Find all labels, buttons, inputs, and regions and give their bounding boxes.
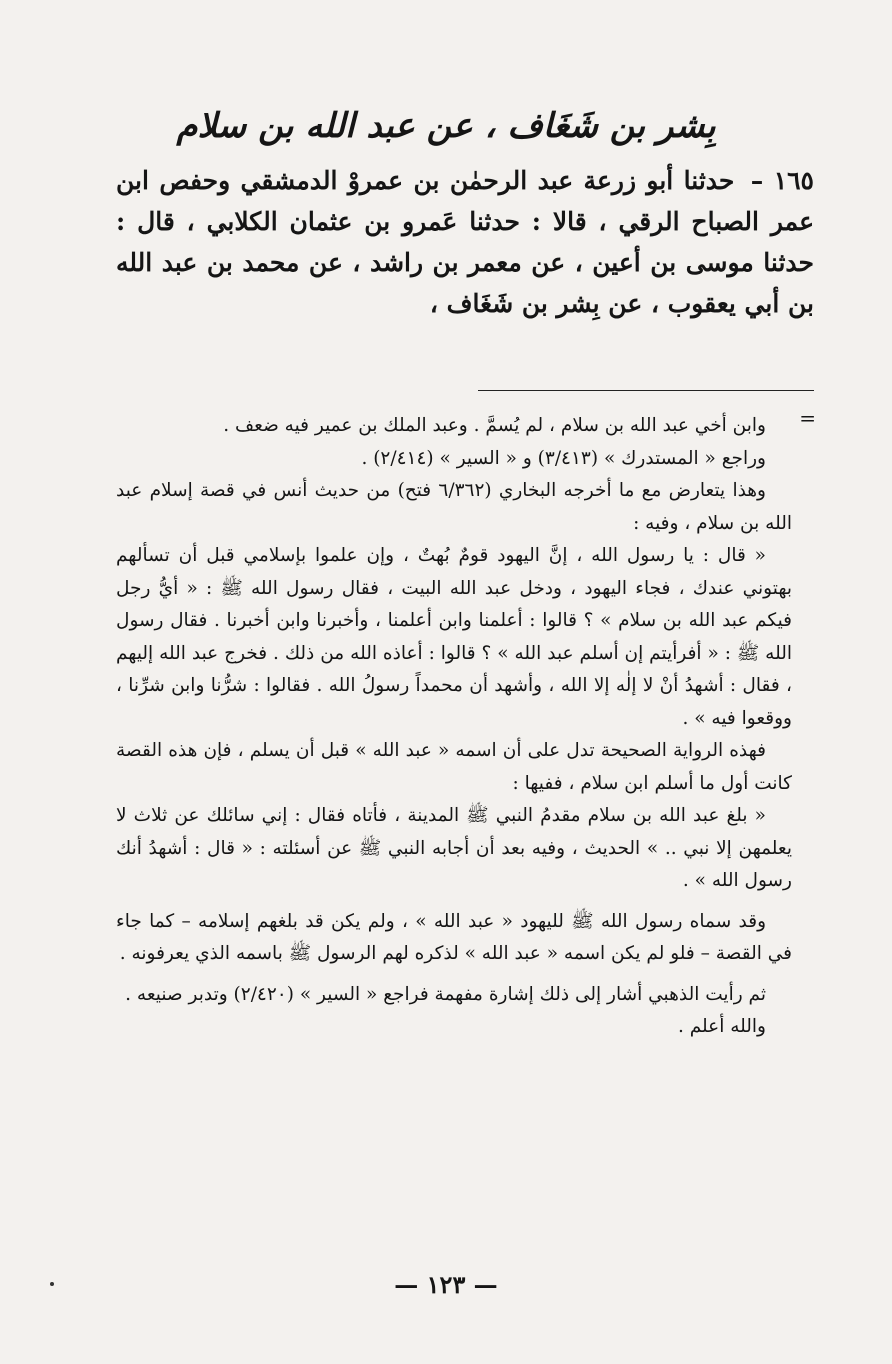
scan-speck: [50, 1282, 54, 1286]
footnote-paragraph: والله أعلم .: [677, 1016, 766, 1037]
hadith-number: ١٦٥ –: [750, 166, 814, 195]
footnote-paragraph: « بلغ عبد الله بن سلام مقدمُ النبي ﷺ المدينة ، فأتاه فقال : إني سائلك عن ثلاث لا يعلمهن إلا نبي .. » الحديث ، وفيه بعد أن أجابه النبي ﷺ عن أسئلته : « قال : أشهدُ أنك رسول الله » .: [116, 805, 792, 891]
footnote-continuation-mark: =: [799, 406, 816, 430]
footnote-paragraph: ثم رأيت الذهبي أشار إلى ذلك إشارة مفهمة فراجع « السير » (٢/٤٢٠) وتدبر صنيعه .: [125, 983, 766, 1005]
chapter-heading: بِشر بن شَغَاف ، عن عبد الله بن سلام: [176, 106, 716, 146]
footnote-paragraph: وراجع « المستدرك » (٣/٤١٣) و « السير » (٢/٤١٤) .: [361, 447, 766, 469]
hadith-text: [116, 160, 814, 324]
footnote-paragraph: فهذه الرواية الصحيحة تدل على أن اسمه « عبد الله » قبل أن يسلم ، فإن هذه القصة كانت أول ما أسلم ابن سلام ، ففيها :: [116, 740, 792, 794]
hadith-isnad: حدثنا أبو زرعة عبد الرحمٰن بن عمروْ الدمشقي وحفص ابن عمر الصباح الرقي ، قالا : حدثنا عَمرو بن عثمان الكلابي ، قال : حدثنا موسى بن أعين ، عن معمر بن راشد ، عن محمد بن عبد الله بن أبي يعقوب ، عن بِشر بن شَغَاف ،: [116, 166, 814, 318]
footnote-paragraph: وهذا يتعارض مع ما أخرجه البخاري (٦/٣٦٢ فتح) من حديث أنس في قصة إسلام عبد الله بن سلام ، وفيه :: [116, 480, 792, 534]
footnote-paragraph: وابن أخي عبد الله بن سلام ، لم يُسمَّ . وعبد الملك بن عمير فيه ضعف .: [223, 415, 766, 436]
footnote-paragraph: « قال : يا رسول الله ، إنَّ اليهود قومٌ بُهتٌ ، وإن علموا بإسلامي قبل أن تسألهم بهتوني عندك ، فجاء اليهود ، ودخل عبد الله البيت ، فقال رسول الله ﷺ : « أيُّ رجل فيكم عبد الله بن سلام » ؟ قالوا : أعلمنا وابن أعلمنا ، وأخبرنا وابن أخبرنا . فقال رسول الله ﷺ : « أفرأيتم إن أسلم عبد الله » ؟ قالوا : أعاذه الله من ذلك . فخرج عبد الله إليهم ، فقال : أشهدُ أنْ لا إلٰه إلا الله ، وأشهد أن محمداً رسولُ الله . فقالوا : شرُّنا وابن شرِّنا ، ووقعوا فيه » .: [116, 545, 792, 729]
page-number: — ١٢٣ —: [394, 1270, 498, 1299]
footnotes: [116, 410, 792, 1044]
footnote-separator: [478, 390, 814, 391]
footnote-paragraph: وقد سماه رسول الله ﷺ لليهود « عبد الله » ، ولم يكن قد بلغهم إسلامه – كما جاء في القصة – فلو لم يكن اسمه « عبد الله » لذكره لهم الرسول ﷺ باسمه الذي يعرفونه .: [116, 910, 792, 964]
